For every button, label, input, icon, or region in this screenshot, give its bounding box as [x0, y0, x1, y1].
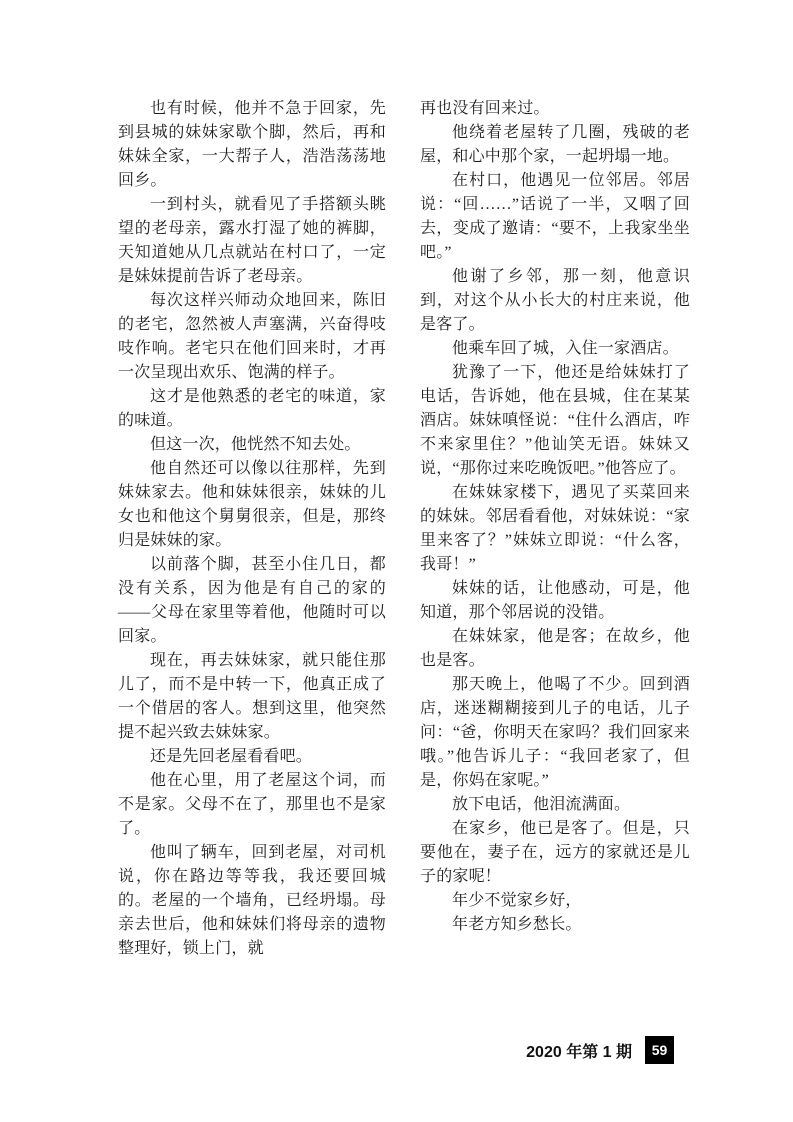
paragraph: 在村口，他遇见一位邻居。邻居说：“回……”话说了一半，又咽了回去，变成了邀请：“要不，上我家坐坐吧。”	[420, 172, 690, 261]
issue-label: 2020 年第 1 期	[526, 1043, 632, 1061]
paragraph: 放下电话，他泪流满面。	[452, 796, 631, 813]
paragraph: 那天晚上，他喝了不少。回到酒店，迷迷糊糊接到儿子的电话，儿子问：“爸，你明天在家吗？我们回家来哦。”他告诉儿子：“我回老家了，但是，你妈在家呢。”	[420, 676, 690, 789]
paragraph: 妹妹的话，让他感动，可是，他知道，那个邻居说的没错。	[420, 580, 690, 621]
paragraph: 他谢了乡邻，那一刻，他意识到，对这个从小长大的村庄来说，他是客了。	[420, 268, 690, 333]
paragraph: 他在心里，用了老屋这个词，而不是家。父母不在了，那里也不是家了。	[118, 772, 386, 837]
paragraph: 在妹妹家楼下，遇见了买菜回来的妹妹。邻居看看他，对妹妹说：“家里来客了？”妹妹立即说：“什么客，我哥！”	[420, 484, 690, 573]
verse-line: 年少不觉家乡好，	[452, 892, 582, 909]
paragraph: 他绕着老屋转了几圈，残破的老屋，和心中那个家，一起坍塌一地。	[420, 124, 690, 165]
paragraph: 但这一次，他恍然不知去处。	[150, 436, 361, 453]
paragraph: 现在，再去妹妹家，就只能住那儿了，而不是中转一下，他真正成了一个借居的客人。想到这里，他突然提不起兴致去妹妹家。	[118, 652, 386, 741]
paragraph: 每次这样兴师动众地回来，陈旧的老宅，忽然被人声塞满，兴奋得吱吱作响。老宅只在他们回来时，才再一次呈现出欢乐、饱满的样子。	[118, 292, 386, 381]
paragraph-continuation: 再也没有回来过。	[420, 100, 550, 117]
paragraph: 还是先回老屋看看吧。	[150, 748, 313, 765]
paragraph: 这才是他熟悉的老宅的味道，家的味道。	[118, 388, 386, 429]
paragraph: 他自然还可以像以往那样，先到妹妹家去。他和妹妹很亲，妹妹的儿女也和他这个舅舅很亲，但是，那终归是妹妹的家。	[118, 460, 386, 549]
verse-line: 年老方知乡愁长。	[452, 916, 582, 933]
paragraph: 他叫了辆车，回到老屋，对司机说，你在路边等等我，我还要回城的。老屋的一个墙角，已经坍塌。母亲去世后，他和妹妹们将母亲的遗物整理好，锁上门，就	[118, 844, 386, 957]
paragraph: 在妹妹家，他是客；在故乡，他也是客。	[420, 628, 690, 669]
paragraph: 也有时候，他并不急于回家，先到县城的妹妹家歇个脚，然后，再和妹妹全家，一大帮子人，浩浩荡荡地回乡。	[118, 100, 386, 189]
page-number-badge: 59	[645, 1036, 674, 1064]
text-column-right	[420, 97, 690, 937]
paragraph: 以前落个脚，甚至小住几日，都没有关系，因为他是有自己的家的——父母在家里等着他，他随时可以回家。	[118, 556, 386, 645]
paragraph: 他乘车回了城，入住一家酒店。	[452, 340, 679, 357]
paragraph: 在家乡，他已是客了。但是，只要他在，妻子在，远方的家就还是儿子的家呢！	[420, 820, 690, 885]
paragraph: 犹豫了一下，他还是给妹妹打了电话，告诉她，他在县城，住在某某酒店。妹妹嗔怪说：“住什么酒店，咋不来家里住？”他讪笑无语。妹妹又说，“那你过来吃晚饭吧。”他答应了。	[420, 364, 690, 477]
page-footer	[0, 1036, 674, 1064]
paragraph: 一到村头，就看见了手搭额头眺望的老母亲，露水打湿了她的裤脚，天知道她从几点就站在村口了，一定是妹妹提前告诉了老母亲。	[118, 196, 386, 285]
text-column-left	[118, 97, 386, 961]
